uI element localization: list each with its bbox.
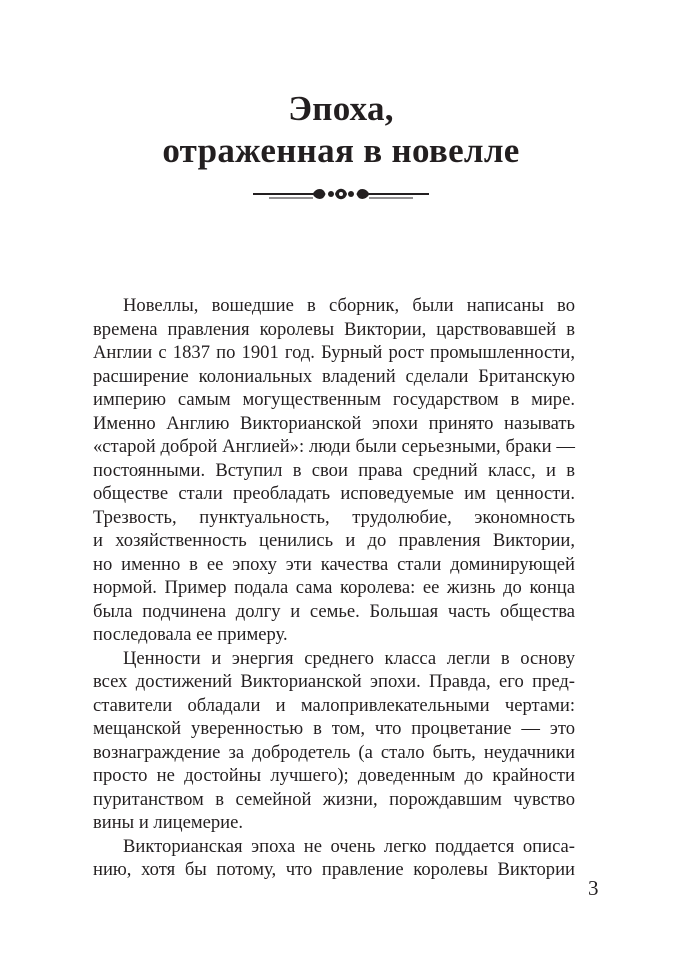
- text-line: была подчинена долгу и семье. Большая часть общества: [93, 600, 575, 622]
- text-line: империю самым могущественным государством в мире.: [93, 389, 575, 410]
- text-line: вины и лицемерие.: [93, 812, 244, 833]
- text-line: и хозяйственность ценились и до правления Виктории,: [93, 530, 575, 551]
- paragraph: [93, 294, 575, 647]
- text-line: Новеллы, вошедшие в сборник, были написаны во: [123, 295, 575, 316]
- decorative-divider-icon: [251, 184, 431, 204]
- text-line: просто не достойны лучшего); доведенным до крайности: [93, 765, 575, 786]
- text-line: последовала ее примеру.: [93, 624, 288, 645]
- text-line: времена правления королевы Виктории, царствовавшей в: [93, 318, 575, 340]
- body-text: [93, 294, 575, 882]
- chapter-title-line-1: Эпоха,: [288, 89, 394, 128]
- text-line: ставители обладали и малопривлекательными чертами:: [93, 694, 575, 716]
- text-line: пуританством в семейной жизни, порождавшим чувство: [93, 788, 575, 810]
- text-line: Англии с 1837 по 1901 год. Бурный рост промышленности,: [93, 342, 575, 363]
- text-line: Именно Англию Викторианской эпохи принято называть: [93, 412, 575, 434]
- text-line: мещанской уверенностью в том, что процветание — это: [93, 718, 575, 739]
- paragraph: [93, 835, 575, 882]
- text-line: всех достижений Викторианской эпохи. Правда, его пред-: [93, 671, 575, 692]
- page-number: 3: [588, 876, 599, 900]
- paragraph: [93, 647, 575, 835]
- text-line: но именно в ее эпоху эти качества стали доминирующей: [93, 553, 575, 575]
- text-line: нию, хотя бы потому, что правление королевы Виктории: [93, 859, 575, 880]
- text-line: постоянными. Вступил в свои права средний класс, и в: [93, 459, 575, 481]
- text-line: «старой доброй Англией»: люди были серьезными, браки —: [93, 436, 575, 457]
- text-line: Викторианская эпоха не очень легко поддается описа-: [123, 835, 575, 857]
- text-line: нормой. Пример подала сама королева: ее жизнь до конца: [93, 577, 575, 598]
- text-line: обществе стали преобладать исповедуемые им ценности.: [93, 483, 575, 504]
- text-line: Трезвость, пунктуальность, трудолюбие, экономность: [93, 506, 575, 528]
- text-line: расширение колониальных владений сделали Британскую: [93, 365, 575, 387]
- chapter-title-line-2: отраженная в новелле: [162, 131, 520, 170]
- text-line: Ценности и энергия среднего класса легли в основу: [123, 647, 575, 669]
- chapter-title: [0, 88, 682, 172]
- text-line: вознаграждение за добродетель (а стало быть, неудачники: [93, 741, 575, 763]
